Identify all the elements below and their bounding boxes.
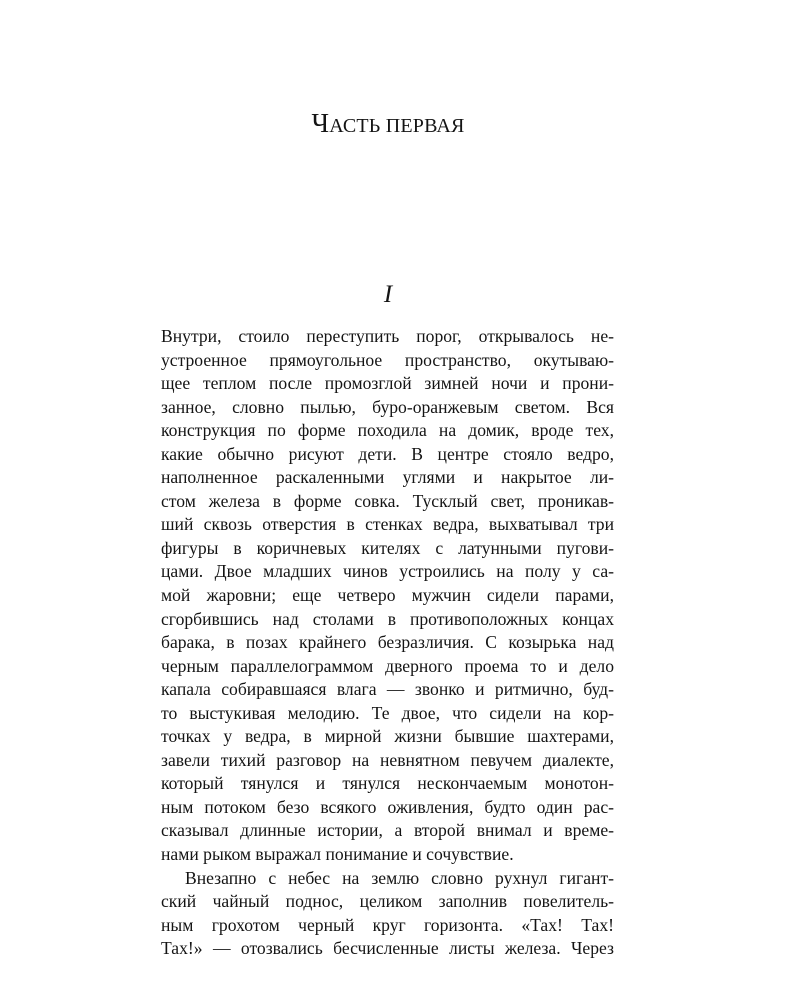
text-line: завели тихий разговор на невнятном певучем диалекте, [161, 749, 614, 770]
text-line: щее теплом после промозглой зимней ночи и прони- [161, 373, 614, 394]
chapter-number: I [383, 281, 393, 308]
text-line: фигуры в коричневых кителях с латунными пугови- [161, 537, 614, 558]
text-line: цами. Двое младших чинов устроились на полу у са- [161, 561, 614, 582]
text-line: мой жаровни; еще четверо мужчин сидели парами, [161, 585, 614, 606]
text-line: ший сквозь отверстия в стенках ведра, выхватывал три [161, 514, 614, 535]
text-line: барака, в позах крайнего безразличия. С козырька над [161, 632, 614, 653]
text-line: черным параллелограммом дверного проема то и дело [161, 655, 614, 676]
text-line: ным потоком безо всякого оживления, будто один рас- [161, 796, 614, 817]
part-title: ЧАСТЬ ПЕРВАЯ [311, 108, 465, 138]
text-line: устроенное прямоугольное пространство, окутываю- [161, 349, 614, 370]
text-line: ным грохотом черный круг горизонта. «Тах! Тах! [161, 914, 614, 935]
text-line: то выстукивая мелодию. Те двое, что сидели на кор- [161, 702, 614, 723]
text-line: который тянулся и тянулся нескончаемым монотон- [161, 773, 614, 794]
text-line: занное, словно пылью, буро-оранжевым светом. Вся [161, 396, 614, 417]
text-line: капала собиравшаяся влага — звонко и ритмично, буд- [161, 679, 614, 700]
text-line: наполненное раскаленными углями и накрытое ли- [161, 467, 614, 488]
text-line: Внезапно с небес на землю словно рухнул гигант- [185, 867, 614, 888]
text-line: Внутри, стоило переступить порог, открывалось не- [161, 326, 614, 346]
text-line: ский чайный поднос, целиком заполнив повелитель- [161, 891, 614, 912]
text-line: какие обычно рисуют дети. В центре стояло ведро, [161, 443, 614, 464]
text-line: Тах!» — отозвались бесчисленные листы железа. Через [161, 938, 614, 959]
text-line: стом железа в форме совка. Тусклый свет, проникав- [161, 490, 614, 511]
text-line: точках у ведра, в мирной жизни бывшие шахтерами, [161, 726, 614, 747]
text-line: сказывал длинные истории, а второй внимал и време- [161, 820, 614, 841]
body-text [161, 325, 614, 961]
text-line: нами рыком выражал понимание и сочувствие. [161, 844, 514, 865]
text-line: конструкция по форме походила на домик, вроде тех, [161, 420, 614, 441]
text-line: сгорбившись над столами в противоположных концах [161, 608, 614, 629]
